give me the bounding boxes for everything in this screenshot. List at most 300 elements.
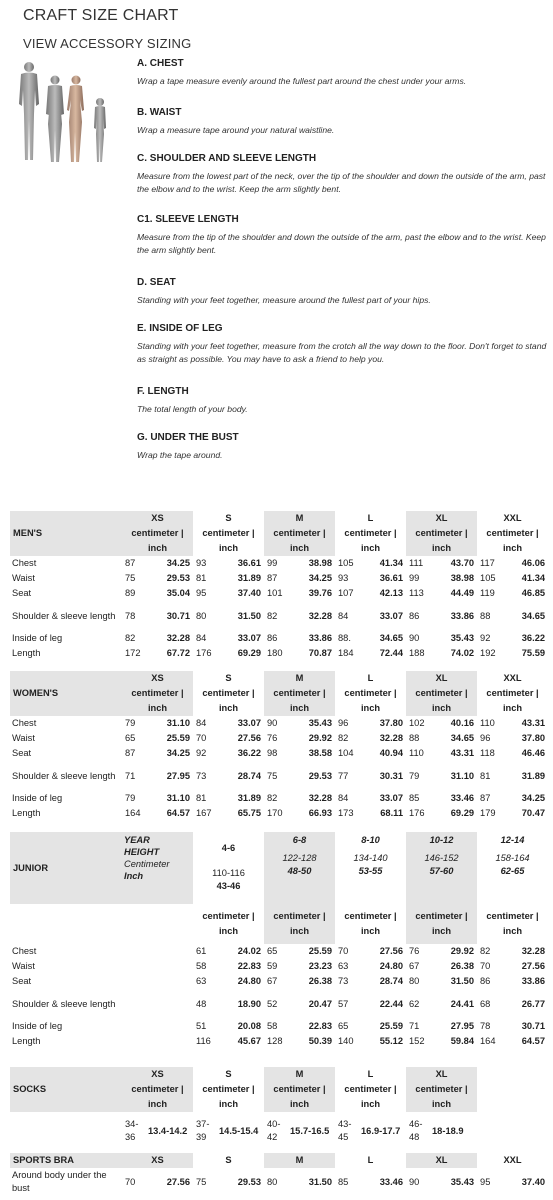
inch-value: 64.57 (166, 808, 190, 818)
cm-value: 87 (125, 558, 136, 568)
cm-range-value: 14.5-15.4 (219, 1125, 259, 1136)
table-section-label: SPORTS BRA (10, 1153, 122, 1168)
unit-label: centimeter | inch (264, 526, 335, 556)
measure-heading: G. UNDER THE BUST (137, 432, 239, 443)
body-figures-illustration (12, 58, 124, 166)
size-label: S (193, 1067, 264, 1082)
height-inch: 62-65 (500, 866, 525, 876)
unit-label: centimeter | inch (335, 1082, 406, 1112)
row-label: Chest (12, 718, 37, 728)
measure-description: Wrap a measure tape around your natural waistline. (137, 125, 335, 135)
inch-value: 31.89 (237, 573, 262, 583)
cm-value: 176 (196, 648, 212, 658)
inch-value: 75.59 (521, 648, 546, 658)
cm-value: 71 (125, 770, 136, 781)
inch-value: 33.07 (379, 793, 404, 803)
inch-value: 25.59 (379, 1021, 403, 1031)
cm-value: 105 (338, 558, 354, 568)
cm-value: 67 (409, 961, 420, 971)
cm-value: 51 (196, 1021, 207, 1031)
size-label: S (193, 1153, 264, 1168)
cm-value: 79 (409, 770, 420, 781)
table-row (10, 631, 548, 646)
row-label: Inside of leg (12, 1021, 63, 1031)
cm-value: 63 (196, 976, 207, 986)
table-row (10, 556, 548, 571)
inch-value: 18.90 (237, 998, 261, 1009)
row-label: Inside of leg (12, 793, 63, 803)
cm-value: 77 (338, 770, 349, 781)
cm-value: 87 (267, 573, 278, 583)
size-label: L (335, 1153, 406, 1168)
cm-value: 48 (196, 998, 207, 1009)
inch-value: 26.38 (450, 961, 474, 971)
size-label: XXL (477, 511, 548, 526)
inch-value: 33.86 (450, 610, 475, 621)
size-label: XL (406, 671, 477, 686)
table-row (10, 646, 548, 661)
cm-value: 70 (480, 961, 491, 971)
empty-cell (10, 1112, 122, 1150)
row-label: Length (12, 1036, 41, 1046)
cm-value: 188 (409, 648, 425, 658)
child-figure (94, 98, 106, 162)
size-label: XL (406, 511, 477, 526)
inch-value: 35.43 (450, 1176, 475, 1187)
height-cm: 146-152 (424, 853, 459, 863)
socks-size-table (10, 1067, 548, 1150)
unit-label: centimeter | inch (477, 526, 548, 556)
inch-value: 35.43 (308, 718, 333, 728)
mens-size-table (10, 511, 548, 661)
inch-value: 39.76 (308, 588, 333, 598)
inch-value: 66.93 (308, 808, 333, 818)
cm-value: 58 (267, 1021, 278, 1031)
inch-value: 38.98 (450, 573, 475, 583)
size-label: M (264, 1067, 335, 1082)
unit-label: centimeter | inch (122, 686, 193, 716)
measure-heading: C. SHOULDER AND SLEEVE LENGTH (137, 153, 317, 164)
table-row (10, 944, 548, 959)
size-label: XL (406, 1067, 477, 1082)
inch-value: 24.41 (450, 998, 474, 1009)
cm-value: 86 (480, 976, 491, 986)
inch-value: 31.10 (166, 793, 190, 803)
junior-header-row (10, 832, 548, 904)
cm-value: 81 (196, 573, 207, 583)
cm-value: 179 (480, 808, 496, 818)
inch-value: 31.89 (521, 770, 546, 781)
inch-value: 36.22 (237, 748, 262, 758)
inch-value: 41.34 (521, 573, 546, 583)
cm-value: 82 (338, 733, 349, 743)
inch-value: 27.95 (450, 1021, 474, 1031)
inch-value: 33.07 (379, 610, 404, 621)
unit-label: centimeter | inch (193, 904, 264, 944)
empty-cell (122, 904, 193, 944)
inch-value: 34.25 (166, 748, 190, 758)
cm-value: 118 (480, 748, 495, 758)
inch-value: 29.53 (308, 770, 333, 781)
cm-value: 93 (338, 573, 349, 583)
male-front-figure (19, 62, 39, 160)
inch-value: 22.83 (308, 1021, 332, 1031)
cm-value: 82 (267, 793, 278, 803)
inch-value: 31.50 (237, 610, 262, 621)
inch-value: 32.28 (308, 793, 333, 803)
inch-value: 37.40 (521, 1176, 546, 1187)
cm-value: 80 (409, 976, 420, 986)
sports-bra-size-table (10, 1153, 548, 1196)
page-title: CRAFT SIZE CHART (23, 7, 179, 24)
cm-value: 88. (338, 633, 351, 643)
cm-value: 65 (125, 733, 136, 743)
cm-value: 99 (409, 573, 420, 583)
size-label: M (264, 511, 335, 526)
inch-value: 22.83 (237, 961, 261, 971)
row-label: Chest (12, 558, 37, 568)
cm-value: 76 (409, 946, 420, 956)
empty-cell (122, 1019, 193, 1034)
inch-value: 33.46 (450, 793, 475, 803)
cm-value: 63 (338, 961, 349, 971)
cm-value: 62 (409, 998, 420, 1009)
inch-value: 30.71 (166, 610, 190, 621)
row-label: Chest (12, 946, 37, 956)
inch-value: 33.07 (237, 718, 262, 728)
inch-value: 24.02 (237, 946, 261, 956)
cm-value: 84 (196, 633, 207, 643)
cm-range-value: 15.7-16.5 (290, 1125, 330, 1136)
cm-value: 78 (480, 1021, 491, 1031)
cm-value: 90 (267, 718, 278, 728)
inch-value: 31.10 (450, 770, 475, 781)
size-label: M (264, 671, 335, 686)
table-section-label: MEN'S (10, 511, 122, 556)
inch-value: 22.44 (379, 998, 403, 1009)
height-cm: 110-116 (212, 868, 245, 878)
measure-description: Wrap the tape around. (137, 450, 223, 460)
measure-section (137, 58, 547, 88)
inch-value: 29.92 (308, 733, 333, 743)
inch-value: 46.06 (521, 558, 546, 568)
junior-age-column (264, 832, 335, 904)
empty-cell (10, 904, 122, 944)
cm-value: 75 (196, 1176, 207, 1187)
cm-value: 152 (409, 1036, 425, 1046)
cm-value: 102 (409, 718, 425, 728)
cm-value: 57 (338, 998, 349, 1009)
cm-value: 111 (409, 558, 424, 568)
inch-value: 30.71 (521, 1021, 545, 1031)
cm-value: 88 (480, 610, 491, 621)
cm-value: 67 (267, 976, 278, 986)
junior-size-table (10, 832, 548, 1049)
inch-value: 29.53 (166, 573, 190, 583)
inch-value: 43.70 (450, 558, 475, 568)
empty-cell (122, 989, 193, 1019)
inch-value: 33.86 (308, 633, 333, 643)
cm-value: 164 (125, 808, 141, 818)
measure-description: Standing with your feet together, measure around the fullest part of your hips. (137, 295, 431, 305)
table-row (10, 586, 548, 601)
inch-value: 70.47 (521, 808, 546, 818)
inch-value: 26.77 (521, 998, 545, 1009)
inch-value: 27.56 (379, 946, 403, 956)
cm-value: 110 (480, 718, 495, 728)
table-row (10, 974, 548, 989)
unit-label: centimeter | inch (477, 904, 548, 944)
unit-label: centimeter | inch (406, 526, 477, 556)
inch-value: 43.31 (521, 718, 546, 728)
junior-label (10, 832, 122, 904)
cm-value: 75 (267, 770, 278, 781)
unit-header-row (10, 904, 548, 944)
inch-value: 25.59 (166, 733, 190, 743)
inch-value: 33.46 (379, 1176, 404, 1187)
inch-value: 37.40 (237, 588, 262, 598)
table-row (10, 716, 548, 731)
table-section-label: JUNIOR (13, 862, 49, 873)
unit-label: centimeter | inch (335, 686, 406, 716)
row-label: Seat (12, 588, 32, 598)
inch-value: 55.12 (379, 1036, 403, 1046)
row-label: Shoulder & sleeve length (12, 771, 116, 781)
inch-value: 35.43 (450, 633, 475, 643)
cm-value: 180 (267, 648, 283, 658)
inch-value: 36.61 (237, 558, 262, 568)
cm-value: 107 (338, 588, 354, 598)
measure-section (137, 323, 547, 366)
measure-section (137, 386, 547, 416)
year-height-label (122, 832, 193, 904)
inch-value: 70.87 (308, 648, 333, 658)
inch-value: 27.56 (237, 733, 262, 743)
junior-age-column (406, 832, 477, 904)
measure-heading: F. LENGTH (137, 386, 189, 397)
cm-value: 73 (338, 976, 349, 986)
inch-value: 26.38 (308, 976, 332, 986)
inch-value: 42.13 (379, 588, 404, 598)
inch-value: 40.16 (450, 718, 475, 728)
cm-value: 101 (267, 588, 283, 598)
inch-value: 20.47 (308, 998, 332, 1009)
unit-label: centimeter | inch (193, 1082, 264, 1112)
age-label: 6-8 (292, 835, 307, 845)
measure-heading: E. INSIDE OF LEG (137, 323, 223, 334)
cm-value: 99 (267, 558, 278, 568)
junior-age-column (477, 832, 548, 904)
inch-value: 31.89 (237, 793, 262, 803)
unit-label: centimeter | inch (335, 526, 406, 556)
cm-value: 176 (409, 808, 425, 818)
cm-value: 113 (409, 588, 424, 598)
cm-value: 140 (338, 1036, 354, 1046)
year-height-text: HEIGHT (124, 847, 160, 857)
cm-value: 81 (196, 793, 207, 803)
size-label: L (335, 671, 406, 686)
inch-value: 27.56 (166, 1176, 190, 1187)
row-label: Length (12, 808, 41, 818)
measure-description: Measure from the tip of the shoulder and down the outside of the arm, past the elbow and to the wrist. Keep the arm slightly bent. (137, 232, 546, 255)
cm-value: 93 (196, 558, 207, 568)
age-label: 8-10 (361, 835, 380, 845)
empty-cell (122, 944, 193, 959)
inch-value: 44.49 (450, 588, 475, 598)
inch-value: 25.59 (308, 946, 332, 956)
unit-label: centimeter | inch (406, 904, 477, 944)
inch-value: 38.98 (308, 558, 333, 568)
inch-value: 50.39 (308, 1036, 332, 1046)
row-label: Shoulder & sleeve length (12, 999, 116, 1009)
cm-value: 70 (125, 1176, 136, 1187)
row-label: Seat (12, 976, 32, 986)
cm-value: 71 (409, 1021, 420, 1031)
cm-value: 96 (480, 733, 491, 743)
cm-value: 105 (480, 573, 496, 583)
inch-value: 34.25 (521, 793, 546, 803)
empty-cell (477, 1112, 548, 1150)
height-cm: 134-140 (353, 853, 388, 863)
row-label: Waist (12, 733, 35, 743)
size-header-row (10, 671, 548, 686)
inch-value: 34.25 (166, 558, 190, 568)
inch-value: 20.08 (237, 1021, 261, 1031)
female-figure (46, 76, 64, 163)
cm-value: 76 (267, 733, 278, 743)
cm-value: 116 (196, 1036, 211, 1046)
inch-value: 36.61 (379, 573, 404, 583)
inch-value: 28.74 (237, 770, 262, 781)
cm-value: 172 (125, 648, 141, 658)
inch-value: 43.31 (450, 748, 475, 758)
eu-size-value: 40-42 (267, 1119, 281, 1142)
measure-heading: C1. SLEEVE LENGTH (137, 214, 239, 225)
cm-value: 65 (267, 946, 278, 956)
inch-value: 28.74 (379, 976, 403, 986)
cm-value: 61 (196, 946, 207, 956)
cm-value: 95 (196, 588, 207, 598)
inch-value: 46.85 (521, 588, 546, 598)
cm-value: 52 (267, 998, 278, 1009)
height-inch: 48-50 (287, 866, 312, 876)
inch-value: 41.34 (379, 558, 404, 568)
unit-label: centimeter | inch (193, 686, 264, 716)
height-cm: 122-128 (282, 853, 317, 863)
year-height-text: Inch (124, 871, 144, 881)
unit-label: centimeter | inch (193, 526, 264, 556)
cm-value: 59 (267, 961, 278, 971)
cm-range-value: 13.4-14.2 (148, 1125, 188, 1136)
view-accessory-sizing-link[interactable]: VIEW ACCESSORY SIZING (23, 36, 192, 51)
cm-value: 98 (267, 748, 278, 758)
cm-value: 86 (409, 610, 420, 621)
inch-value: 32.28 (166, 633, 190, 643)
size-label: XXL (477, 1153, 548, 1168)
unit-label: centimeter | inch (264, 904, 335, 944)
womens-size-table (10, 671, 548, 821)
row-label: Waist (12, 573, 35, 583)
table-section-label: WOMEN'S (10, 671, 122, 716)
inch-value: 69.29 (450, 808, 475, 818)
row-label: Seat (12, 748, 32, 758)
table-row (10, 746, 548, 761)
table-row (10, 989, 548, 1019)
cm-value: 75 (125, 573, 136, 583)
unit-label: centimeter | inch (122, 526, 193, 556)
empty-cell (477, 1082, 548, 1112)
unit-label: centimeter | inch (406, 686, 477, 716)
unit-label: centimeter | inch (406, 1082, 477, 1112)
cm-value: 81 (480, 770, 491, 781)
cm-value: 87 (125, 748, 136, 758)
measure-description: Measure from the lowest part of the neck, over the tip of the shoulder and down the outside of the arm, past the elbow and to the wrist. Keep the arm slightly bent. (137, 171, 546, 194)
cm-value: 65 (338, 1021, 349, 1031)
junior-age-column (335, 832, 406, 904)
inch-value: 30.31 (379, 770, 404, 781)
inch-value: 34.25 (308, 573, 333, 583)
inch-value: 74.02 (450, 648, 475, 658)
cm-value: 79 (125, 793, 136, 803)
inch-value: 32.28 (379, 733, 404, 743)
cm-value: 84 (338, 793, 349, 803)
cm-value: 80 (267, 1176, 278, 1187)
cm-range-value: 18-18.9 (432, 1125, 464, 1136)
inch-value: 36.22 (521, 633, 546, 643)
table-row (10, 959, 548, 974)
height-inch: 57-60 (429, 866, 454, 876)
size-label: XS (122, 1067, 193, 1082)
cm-value: 96 (338, 718, 349, 728)
age-label: 12-14 (500, 835, 525, 845)
table-row (10, 791, 548, 806)
measure-heading: A. CHEST (137, 58, 184, 69)
table-section-label: SOCKS (10, 1067, 122, 1112)
inch-value: 33.07 (237, 633, 262, 643)
measure-heading: D. SEAT (137, 277, 176, 288)
table-row (10, 1019, 548, 1034)
size-header-row (10, 511, 548, 526)
measure-description: The total length of your body. (137, 404, 248, 414)
cm-value: 73 (196, 770, 207, 781)
cm-value: 117 (480, 558, 495, 568)
inch-value: 40.94 (379, 748, 404, 758)
table-row (10, 571, 548, 586)
inch-value: 34.65 (379, 633, 404, 643)
table-row (10, 731, 548, 746)
cm-value: 85 (409, 793, 420, 803)
cm-value: 85 (338, 1176, 349, 1187)
unit-label: centimeter | inch (264, 1082, 335, 1112)
inch-value: 59.84 (450, 1036, 474, 1046)
table-row (10, 601, 548, 631)
junior-age-column (193, 832, 264, 904)
measure-section (137, 432, 547, 462)
size-label: L (335, 1067, 406, 1082)
inch-value: 45.67 (237, 1036, 261, 1046)
empty-cell (122, 1034, 193, 1049)
cm-value: 90 (409, 1176, 420, 1187)
eu-size-value: 37-39 (196, 1119, 210, 1142)
cm-range-value: 16.9-17.7 (361, 1125, 401, 1136)
height-inch: 43-46 (216, 881, 241, 891)
inch-value: 33.86 (521, 976, 545, 986)
size-label: L (335, 511, 406, 526)
size-header-row (10, 1067, 548, 1082)
cm-value: 170 (267, 808, 283, 818)
cm-value: 82 (480, 946, 491, 956)
inch-value: 35.04 (166, 588, 190, 598)
